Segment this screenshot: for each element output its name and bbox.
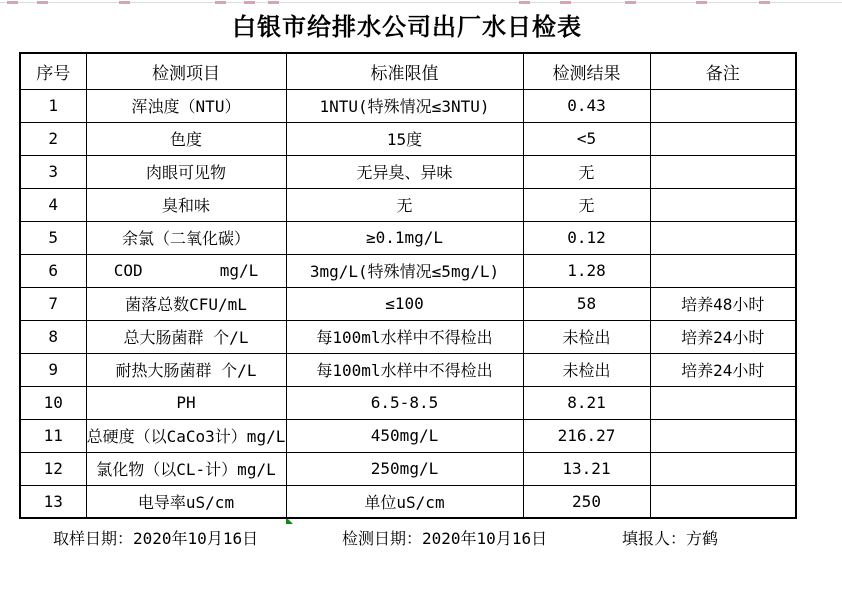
top-tick-mark — [244, 1, 255, 4]
page-title: 白银市给排水公司出厂水日检表 — [232, 13, 582, 41]
table-row — [20, 485, 796, 518]
top-tick-mark — [625, 1, 636, 4]
column-header-2: 标准限值 — [286, 53, 523, 89]
cell-no: 13 — [20, 485, 86, 518]
cell-item: 浑浊度（NTU） — [86, 89, 286, 122]
cell-remark: 培养48小时 — [650, 287, 796, 320]
cell-limit: 1NTU(特殊情况≤3NTU) — [286, 89, 523, 122]
cell-remark — [650, 452, 796, 485]
cell-result: <5 — [523, 122, 650, 155]
cell-remark — [650, 221, 796, 254]
top-tick-mark — [519, 1, 530, 4]
top-tick-mark — [7, 1, 18, 4]
cell-remark: 培养24小时 — [650, 353, 796, 386]
cell-item: 余氯（二氧化碳） — [86, 221, 286, 254]
table-row — [20, 452, 796, 485]
cell-item: 臭和味 — [86, 188, 286, 221]
cell-limit: 每100ml水样中不得检出 — [286, 320, 523, 353]
cell-no: 11 — [20, 419, 86, 452]
top-tick-mark — [215, 1, 226, 4]
cell-limit: 每100ml水样中不得检出 — [286, 353, 523, 386]
cell-no: 3 — [20, 155, 86, 188]
cell-remark — [650, 155, 796, 188]
table-row — [20, 155, 796, 188]
cell-limit: 15度 — [286, 122, 523, 155]
cell-limit: 6.5-8.5 — [286, 386, 523, 419]
cell-result: 13.21 — [523, 452, 650, 485]
table-row — [20, 419, 796, 452]
cell-item: 总硬度（以CaCo3计）mg/L — [86, 419, 286, 452]
top-tick-mark — [696, 1, 707, 4]
cell-remark — [650, 386, 796, 419]
cell-no: 6 — [20, 254, 86, 287]
cell-limit: ≤100 — [286, 287, 523, 320]
reporter-value: 方鹤 — [686, 529, 719, 548]
cell-remark — [650, 419, 796, 452]
cell-item: 耐热大肠菌群 个/L — [86, 353, 286, 386]
column-header-0: 序号 — [20, 53, 86, 89]
cell-no: 4 — [20, 188, 86, 221]
cell-limit: ≥0.1mg/L — [286, 221, 523, 254]
table-row — [20, 287, 796, 320]
testing-date-value: 2020年10月16日 — [422, 529, 548, 548]
table-row — [20, 254, 796, 287]
cell-no: 2 — [20, 122, 86, 155]
cell-item: PH — [86, 386, 286, 419]
column-header-3: 检测结果 — [523, 53, 650, 89]
cell-item: 氯化物（以CL-计）mg/L — [86, 452, 286, 485]
cell-item: 菌落总数CFU/mL — [86, 287, 286, 320]
testing-date — [342, 526, 547, 549]
cell-no: 10 — [20, 386, 86, 419]
cell-no: 9 — [20, 353, 86, 386]
cell-result: 1.28 — [523, 254, 650, 287]
top-tick-mark — [268, 1, 279, 4]
cell-item: 色度 — [86, 122, 286, 155]
table-row — [20, 89, 796, 122]
cell-result: 无 — [523, 188, 650, 221]
cell-no: 5 — [20, 221, 86, 254]
cell-limit: 3mg/L(特殊情况≤5mg/L) — [286, 254, 523, 287]
cell-limit: 单位uS/cm — [286, 485, 523, 518]
cell-remark — [650, 89, 796, 122]
cell-remark — [650, 188, 796, 221]
reporter-label: 填报人： — [622, 529, 687, 548]
column-header-4: 备注 — [650, 53, 796, 89]
cell-item: 总大肠菌群 个/L — [86, 320, 286, 353]
column-header-1: 检测项目 — [86, 53, 286, 89]
table-row — [20, 386, 796, 419]
table-row — [20, 122, 796, 155]
cell-result: 0.12 — [523, 221, 650, 254]
cell-no: 12 — [20, 452, 86, 485]
cell-result: 无 — [523, 155, 650, 188]
cell-limit: 450mg/L — [286, 419, 523, 452]
table-row — [20, 221, 796, 254]
cell-limit: 无异臭、异味 — [286, 155, 523, 188]
cell-item: 电导率uS/cm — [86, 485, 286, 518]
table-body — [20, 89, 796, 518]
cell-result: 未检出 — [523, 353, 650, 386]
table-row — [20, 320, 796, 353]
cell-remark: 培养24小时 — [650, 320, 796, 353]
top-tick-mark — [759, 1, 770, 4]
cell-result: 8.21 — [523, 386, 650, 419]
sampling-date-value: 2020年10月16日 — [133, 529, 259, 548]
table-row — [20, 353, 796, 386]
cell-result: 216.27 — [523, 419, 650, 452]
cell-remark — [650, 485, 796, 518]
cell-remark — [650, 254, 796, 287]
cell-remark — [650, 122, 796, 155]
cell-result: 58 — [523, 287, 650, 320]
cell-limit: 无 — [286, 188, 523, 221]
cell-result: 0.43 — [523, 89, 650, 122]
testing-date-label: 检测日期： — [342, 529, 423, 548]
cell-result: 未检出 — [523, 320, 650, 353]
inspection-table — [19, 52, 797, 519]
cell-result: 250 — [523, 485, 650, 518]
footer — [0, 526, 842, 548]
reporter — [622, 526, 718, 549]
header-row — [20, 53, 796, 89]
cell-no: 8 — [20, 320, 86, 353]
table-row — [20, 188, 796, 221]
top-tick-mark — [119, 1, 130, 4]
cell-item: 肉眼可见物 — [86, 155, 286, 188]
cell-item: COD mg/L — [86, 254, 286, 287]
sampling-date — [53, 526, 258, 549]
cell-limit: 250mg/L — [286, 452, 523, 485]
sampling-date-label: 取样日期： — [53, 529, 134, 548]
cell-no: 1 — [20, 89, 86, 122]
top-tick-mark — [37, 1, 48, 4]
cell-no: 7 — [20, 287, 86, 320]
top-tick-mark — [560, 1, 571, 4]
